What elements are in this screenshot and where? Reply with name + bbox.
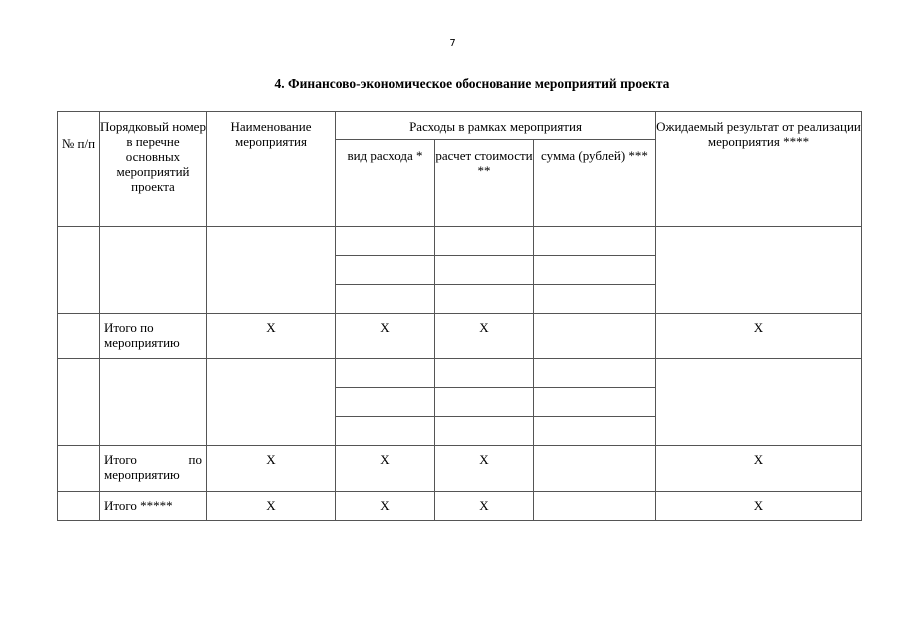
cell-kind [336,417,435,446]
table-row [58,227,862,256]
cell-calc [435,417,534,446]
cell-x: X [207,314,336,359]
cell-order [100,227,207,314]
header-calc: расчет стоимости ** [435,140,534,227]
cell-kind [336,388,435,417]
total-label [100,446,207,492]
cell-sum [534,285,656,314]
header-name: Наименование мероприятия [207,112,336,227]
cell-sum [534,492,656,521]
cell-x: X [656,492,862,521]
cell-x: X [656,446,862,492]
cell-x: X [435,446,534,492]
cell-sum [534,227,656,256]
total-word: Итого [104,452,137,467]
cell-sum [534,359,656,388]
total-row [58,446,862,492]
cell-x: X [656,314,862,359]
grand-total-label: Итого ***** [100,492,207,521]
table-row [58,359,862,388]
total-event-word: мероприятию [104,467,180,482]
cell-num [58,227,100,314]
cell-calc [435,359,534,388]
cell-result [656,227,862,314]
cell-calc [435,256,534,285]
total-preposition: по [188,452,202,467]
cell-sum [534,388,656,417]
cell-num [58,446,100,492]
cell-name [207,359,336,446]
cell-calc [435,227,534,256]
cell-calc [435,285,534,314]
total-label-line [104,452,202,467]
header-kind: вид расхода * [336,140,435,227]
cell-num [58,359,100,446]
cell-sum [534,417,656,446]
section-title: 4. Финансово-экономическое обоснование мероприятий проекта [274,76,670,91]
header-row-1 [58,112,862,140]
cell-name [207,227,336,314]
header-expenses: Расходы в рамках мероприятия [336,112,656,140]
cell-sum [534,256,656,285]
cell-x: X [336,314,435,359]
header-sum: сумма (рублей) *** [534,140,656,227]
cell-kind [336,359,435,388]
cell-sum [534,446,656,492]
cell-num [58,492,100,521]
cell-num [58,314,100,359]
grand-total-row [58,492,862,521]
cell-x: X [435,314,534,359]
total-label: Итого по мероприятию [100,314,207,359]
cell-x: X [336,492,435,521]
cell-calc [435,388,534,417]
total-row [58,314,862,359]
cell-x: X [336,446,435,492]
cell-x: X [207,446,336,492]
header-num: № п/п [58,112,100,227]
cell-result [656,359,862,446]
cell-x: X [207,492,336,521]
cell-kind [336,256,435,285]
cell-kind [336,227,435,256]
cell-sum [534,314,656,359]
header-order: Порядковый номер в перечне основных мероприятий проекта [100,112,207,227]
cell-x: X [435,492,534,521]
header-result: Ожидаемый результат от реализации мероприятия **** [656,112,862,227]
cell-order [100,359,207,446]
page-number: 7 [449,38,456,49]
cell-kind [336,285,435,314]
financial-table [57,111,862,521]
